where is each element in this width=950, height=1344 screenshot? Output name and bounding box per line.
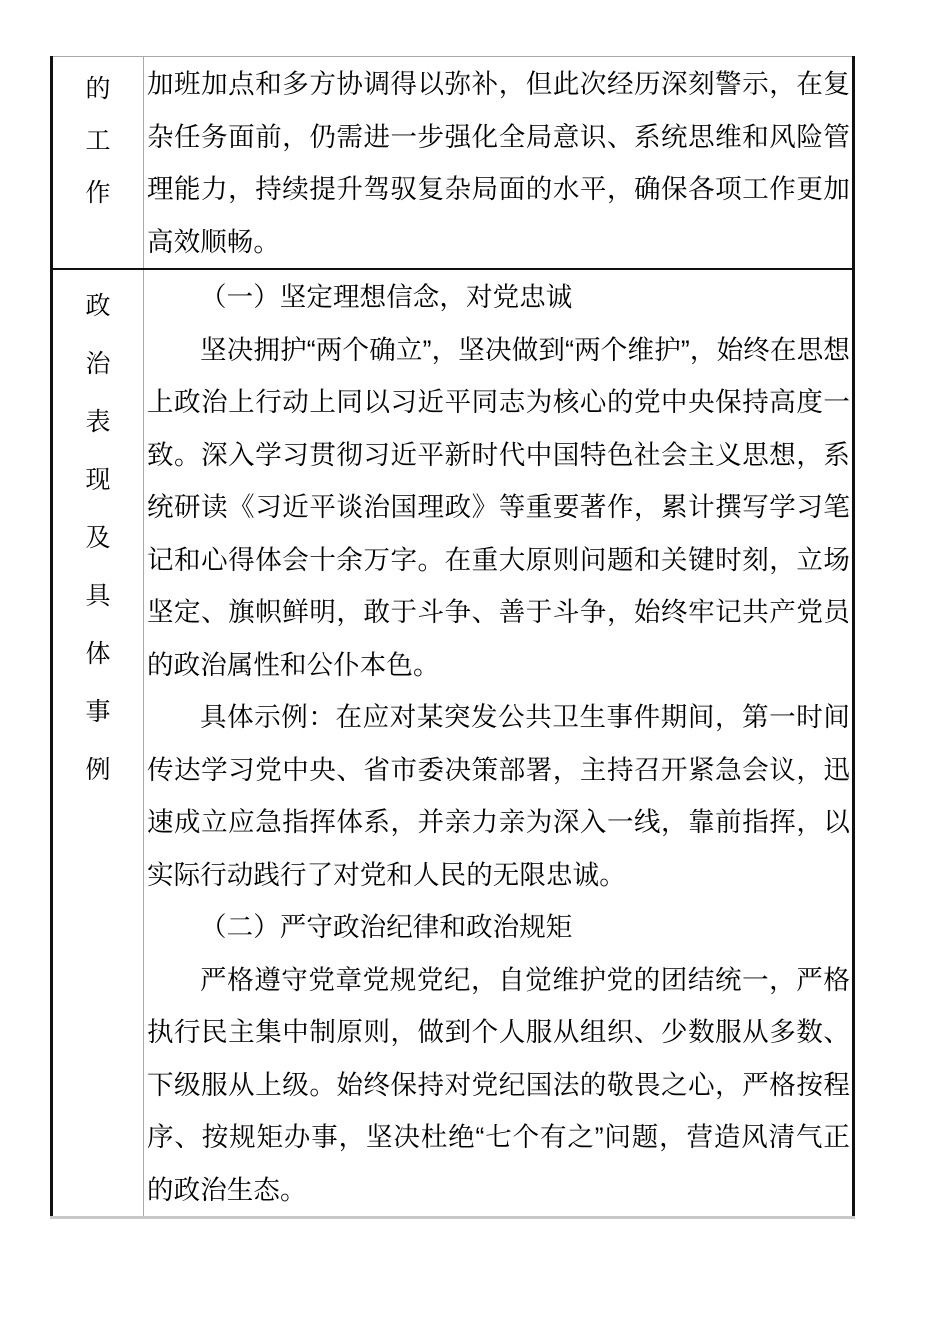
row-body-cell-1 [144,57,854,270]
row-body-content-2 [144,271,852,1216]
row-label-cell-1 [52,57,144,270]
label-char: 事 [85,698,111,726]
table-row [52,269,854,1218]
paragraph-heading-1: （一）坚定理想信念，对党忠诚 [200,282,573,312]
label-char: 体 [85,640,111,668]
label-char: 治 [85,350,111,378]
vertical-label-1 [53,57,143,206]
label-char: 作 [85,179,111,207]
row-label-cell-2 [52,269,144,1218]
row-body-cell-2 [144,269,854,1218]
paragraph: 加班加点和多方协调得以弥补，但此次经历深刻警示，在复杂任务面前，仍需进一步强化全局意识、系统思维和风险管理能力，持续提升驾驭复杂局面的水平，确保各项工作更加高效顺畅。 [147,69,850,257]
label-char: 具 [85,582,111,610]
vertical-label-2 [53,270,143,783]
table-row [52,57,854,270]
label-char: 例 [85,756,111,784]
label-char: 现 [85,466,111,494]
label-char: 工 [85,127,111,155]
row-body-content-1 [144,58,852,268]
paragraph: 严格遵守党章党规党纪，自觉维护党的团结统一，严格执行民主集中制原则，做到个人服从组织、少数服从多数、下级服从上级。始终保持对党纪国法的敬畏之心，严格按程序、按规矩办事，坚决杜绝“七个有之”问题，营造风清气正的政治生态。 [147,964,850,1205]
label-char: 表 [85,408,111,436]
label-char: 的 [85,75,111,103]
label-char: 及 [85,524,111,552]
paragraph-heading-2: （二）严守政治纪律和政治规矩 [200,912,573,942]
label-char: 政 [85,292,111,320]
paragraph: 坚决拥护“两个确立”，坚决做到“两个维护”，始终在思想上政治上行动上同以习近平同志为核心的党中央保持高度一致。深入学习贯彻习近平新时代中国特色社会主义思想，系统研读《习近平谈治国理政》等重要著作，累计撰写学习笔记和心得体会十余万字。在重大原则问题和关键时刻，立场坚定、旗帜鲜明，敢于斗争、善于斗争，始终牢记共产党员的政治属性和公仆本色。 [147,334,850,680]
assessment-table [50,56,855,1219]
paragraph-example: 具体示例：在应对某突发公共卫生事件期间，第一时间传达学习党中央、省市委决策部署，主持召开紧急会议，迅速成立应急指挥体系，并亲力亲为深入一线，靠前指挥，以实际行动践行了对党和人民的无限忠诚。 [147,702,850,890]
